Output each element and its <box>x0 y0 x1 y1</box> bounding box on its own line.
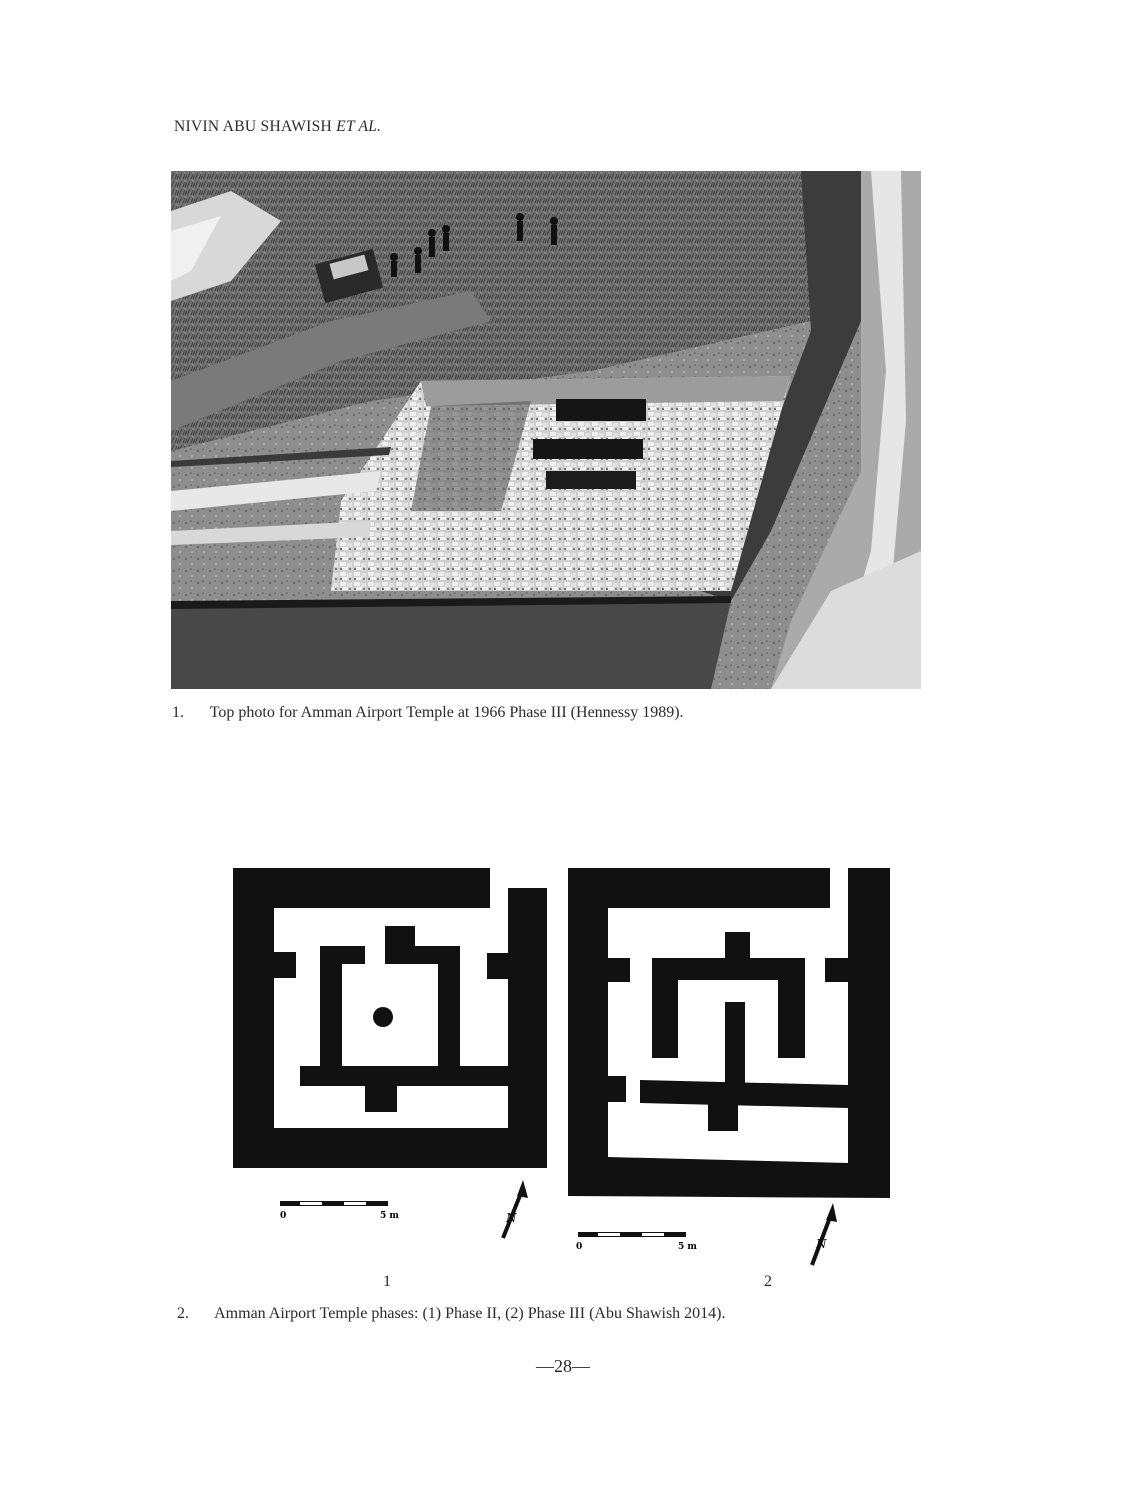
figure-2-number: 2. <box>177 1305 189 1322</box>
author-name: NIVIN ABU SHAWISH <box>174 118 332 135</box>
aerial-photo <box>171 171 921 689</box>
plan-label-2: 2 <box>764 1273 772 1290</box>
scale-bar-1 <box>280 1201 399 1221</box>
running-head <box>174 118 381 136</box>
figure-1-text: Top photo for Amman Airport Temple at 1966 Phase III (Hennessy 1989). <box>209 704 684 721</box>
page-number: —28— <box>536 1356 590 1376</box>
north-arrow-1-label: N <box>506 1211 517 1225</box>
figure-1-number: 1. <box>172 704 184 721</box>
figure-1-caption <box>172 704 684 722</box>
scale-bar-1-end: 5 m <box>380 1211 399 1221</box>
scale-bar-1-start: 0 <box>280 1211 287 1221</box>
north-arrow-2-label: N <box>816 1237 827 1251</box>
scale-bar-2-start: 0 <box>576 1242 583 1252</box>
plan-label-1: 1 <box>383 1273 391 1290</box>
author-suffix: ET AL. <box>336 118 382 135</box>
figure-2-text: Amman Airport Temple phases: (1) Phase II, (2) Phase III (Abu Shawish 2014). <box>214 1305 726 1322</box>
north-arrow-1 <box>503 1180 528 1238</box>
figure-2-caption <box>177 1305 726 1323</box>
plan-phase-2 <box>233 868 547 1168</box>
scale-bar-2-end: 5 m <box>678 1242 697 1252</box>
north-arrow-2 <box>812 1203 837 1265</box>
temple-plans <box>200 860 900 1270</box>
scale-bar-2 <box>576 1232 697 1252</box>
plan-phase-3 <box>568 868 890 1198</box>
